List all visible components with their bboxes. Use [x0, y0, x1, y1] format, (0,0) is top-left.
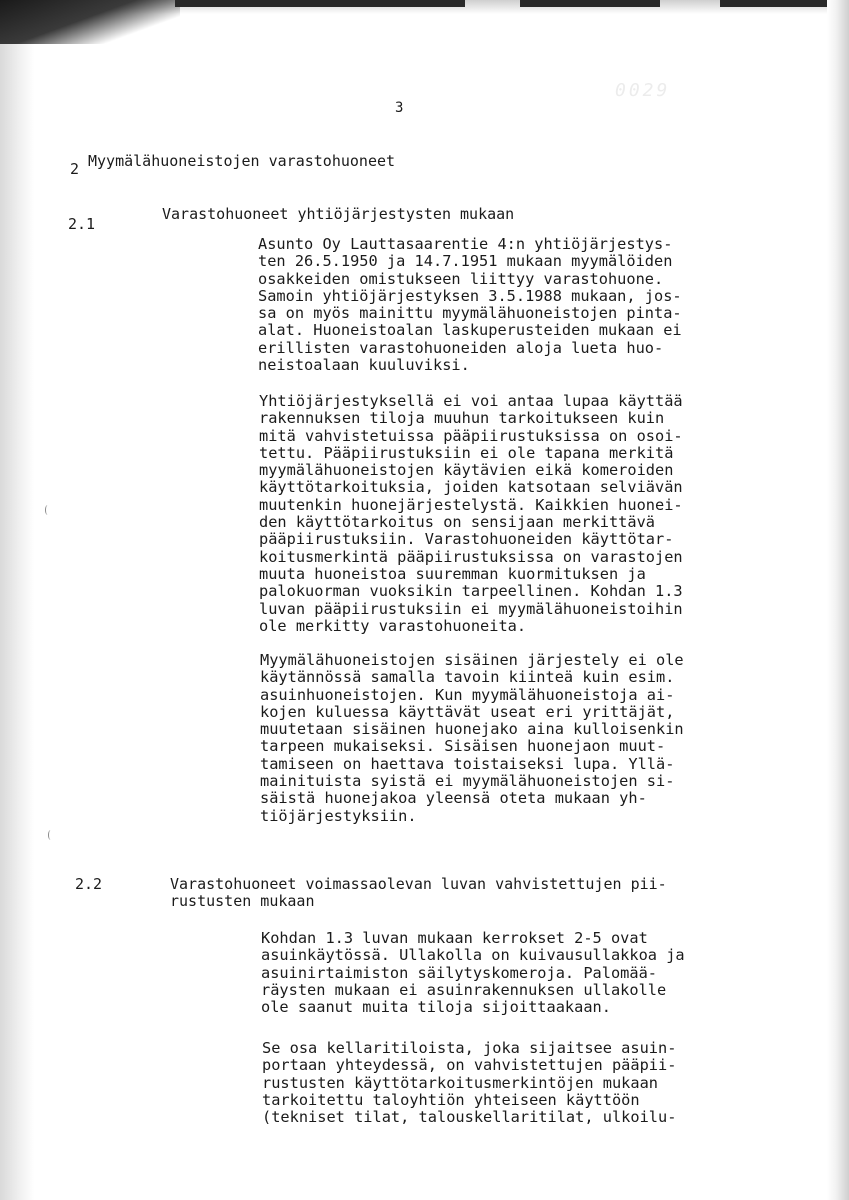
section-2-number: 2	[70, 160, 80, 178]
section-2-1-title: Varastohuoneet yhtiöjärjestysten mukaan	[162, 205, 515, 223]
section-2-2-number: 2.2	[75, 875, 103, 893]
section-2-title: Myymälähuoneistojen varastohuoneet	[88, 152, 396, 170]
scan-shadow-left	[0, 0, 34, 1200]
page-number: 3	[395, 100, 404, 116]
section-2-1-number: 2.1	[68, 215, 96, 233]
scan-mark-2	[48, 830, 53, 840]
scan-corner-fold	[0, 0, 180, 44]
scan-mark-1	[45, 505, 50, 515]
section-2-1-paragraph-3: Myymälähuoneistojen sisäinen järjestely ei ole käytännössä samalla tavoin kiinteä kuin esim. asuinhuoneistojen. Kun myymälähuoneistoja ai- kojen kuluessa käyttävät useat eri yrittäjät, muutetaan sisäinen huonejako aina kulloisenkin tarpeen mukaiseksi. Sisäisen huonejaon muut- tamiseen on haettava toistaiseksi lupa. Yllä- mainituista syistä ei myymälähuoneistojen si- säistä huonejakoa yleensä oteta mukaan yh- tiöjärjestyksiin.	[260, 651, 684, 825]
section-2-2-title: Varastohuoneet voimassaolevan luvan vahvistettujen pii- rustusten mukaan	[170, 875, 667, 910]
section-2-2-paragraph-1: Kohdan 1.3 luvan mukaan kerrokset 2-5 ovat asuinkäytössä. Ullakolla on kuivausullakkoa ja asuinirtaimiston säilytyskomeroja. Palomää- räysten mukaan ei asuinrakennuksen ullakolle ole saanut muita tiloja sijoittaakaan.	[261, 929, 685, 1017]
archive-number: 0029	[615, 80, 671, 101]
section-2-2-paragraph-2: Se osa kellaritiloista, joka sijaitsee asuin- portaan yhteydessä, on vahvistettujen pääpii- rustusten käyttötarkoitusmerkintöjen mukaan tarkoitettu taloyhtiön yhteiseen käyttöön (tekniset tilat, talouskellaritilat, ulkoilu-	[262, 1039, 677, 1127]
section-2-1-paragraph-1: Asunto Oy Lauttasaarentie 4:n yhtiöjärjestys- ten 26.5.1950 ja 14.7.1951 mukaan myymälöiden osakkeiden omistukseen liittyy varastohuone. Samoin yhtiöjärjestyksen 3.5.1988 mukaan, jos- sa on myös mainittu myymälähuoneistojen pinta- alat. Huoneistoalan laskuperusteiden mukaan ei erillisten varastohuoneiden aloja lueta huo- neistoalaan kuuluviksi.	[258, 235, 682, 375]
scan-bar-top-c	[720, 0, 830, 7]
scan-bar-top-a	[175, 0, 465, 7]
scan-shadow-right	[827, 0, 849, 1200]
scan-bar-top-b	[520, 0, 660, 7]
section-2-1-paragraph-2: Yhtiöjärjestyksellä ei voi antaa lupaa käyttää rakennuksen tiloja muuhun tarkoitukseen kuin mitä vahvistetuissa pääpiirustuksissa on osoi- tettu. Pääpiirustuksiin ei ole tapana merkitä myymälähuoneistojen käytävien eikä komeroiden käyttötarkoituksia, joiden katsotaan selviävän muutenkin huonejärjestelystä. Kaikkien huonei- den käyttötarkoitus on sensijaan merkittävä pääpiirustuksiin. Varastohuoneiden käyttötar- koitusmerkintä pääpiirustuksissa on varastojen muuta huoneistoa suuremman kuormituksen ja palokuorman vuoksikin tarpeellinen. Kohdan 1.3 luvan pääpiirustuksiin ei myymälähuoneistoihin ole merkitty varastohuoneita.	[259, 392, 683, 635]
